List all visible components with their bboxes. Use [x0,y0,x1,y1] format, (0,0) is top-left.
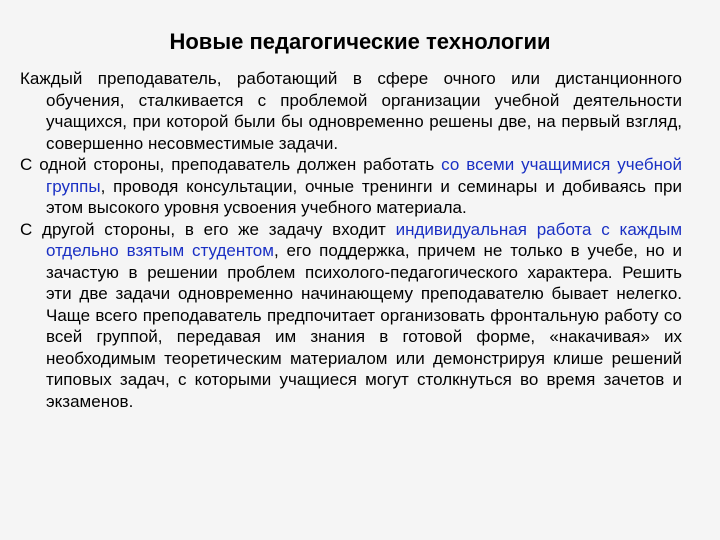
paragraph-intro-text: Каждый преподаватель, работающий в сфере очного или дистанционного обучения, сталкивается с проблемой организации учебной деятельности учащихся, при которой были бы одновременно решены две, на первый взгляд, совершенно несовместимые задачи. [20,69,682,153]
paragraph-first-side-text-end: , проводя консультации, очные тренинги и семинары и добиваясь при этом высокого уровня усвоения учебного материала. [46,176,682,217]
highlight-whole-group: со всеми учащимися учебной группы [46,155,682,196]
paragraph-intro [20,68,682,154]
highlight-individual-work: индивидуальная работа с каждым отдельно взятым студентом [46,219,683,260]
paragraph-first-side-text: С одной стороны, преподаватель должен работать [20,155,442,174]
paragraph-first-side [20,154,682,219]
paragraph-second-side [20,219,682,413]
paragraph-second-side-text-end: , его поддержка, причем не только в учебе, но и зачастую в решении проблем психолого-педагогического характера. Решить эти две задачи одновременно начинающему преподавателю бывает нелегко. Чаще всего преподаватель предпочитает организовать фронтальную работу со всей группой, передавая им знания в готовой форме, «накачивая» их необходимым теоретическим материалом или демонстрируя клише решений типовых задач, с которыми учащиеся могут столкнуться во время зачетов и экзаменов. [46,241,682,411]
paragraph-second-side-text: С другой стороны, в его же задачу входит [20,219,396,239]
slide-title: Новые педагогические технологии [169,29,551,54]
slide-body [20,68,682,412]
